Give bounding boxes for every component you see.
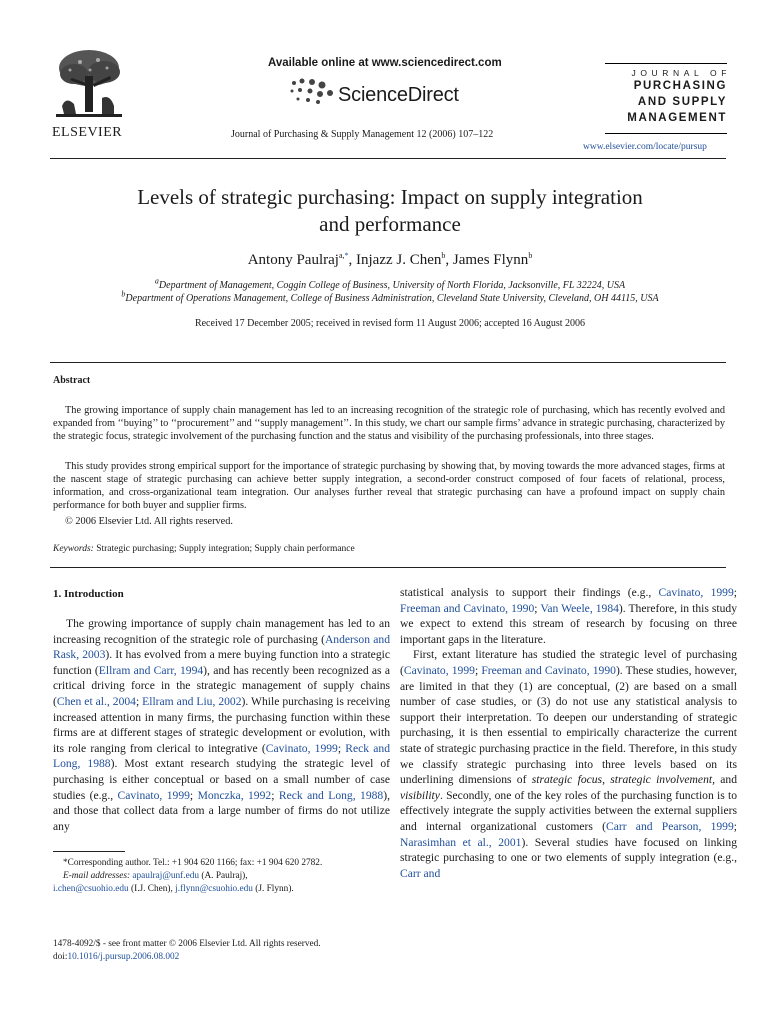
affiliation-a xyxy=(60,276,720,291)
citation-link[interactable]: Carr and Pearson, 1999 xyxy=(605,819,734,833)
affiliation-a-text: Department of Management, Coggin College of Business, University of North Florida, Jacksonville, FL 32224, USA xyxy=(158,280,626,291)
text: ). While purchasing is receiving increased attention in many firms, the purchasing function within these firms are at different stages of strategic development or evolution, with its role ranging from clerical to integrative ( xyxy=(53,694,390,755)
journal-box-top-rule xyxy=(605,63,727,64)
corresponding-author-mark[interactable]: * xyxy=(344,251,349,260)
received-dates: Received 17 December 2005; received in revised form 11 August 2006; accepted 16 August 2006 xyxy=(194,318,586,329)
citation-link[interactable]: Reck and Long, 1988 xyxy=(53,741,391,771)
text: ). Therefore, in this study we expect to extend this stream of research by focusing on three important gaps in the literature. xyxy=(400,601,737,646)
italic-text: strategic focus, strategic involvement, xyxy=(531,773,715,787)
text: . Secondly, one of the key roles of the purchasing function is to effectively integrate the supply activities between the external suppliers and internal organizational customers ( xyxy=(400,788,737,833)
citation-link[interactable]: Reck and Long, 1988 xyxy=(278,788,384,802)
journal-box-line4: MANAGEMENT xyxy=(627,112,727,124)
journal-title-box xyxy=(605,68,731,126)
intro-paragraph-1-cont xyxy=(400,585,737,647)
journal-box-bottom-rule xyxy=(605,133,727,134)
citation-link[interactable]: Freeman and Cavinato, 1990 xyxy=(400,601,535,615)
text: (A. Paulraj), xyxy=(199,871,248,881)
keywords-label: Keywords: xyxy=(53,544,94,554)
text: ; xyxy=(337,741,346,755)
author-separator: , xyxy=(348,252,356,268)
text: and xyxy=(715,773,738,787)
sciencedirect-wordmark: ScienceDirect xyxy=(338,84,459,106)
author-paulraj: Antony Paulraj xyxy=(247,252,339,268)
available-online-text: Available online at www.sciencedirect.com xyxy=(268,57,502,69)
author-list xyxy=(80,252,700,269)
text: ; xyxy=(135,694,143,708)
text: ; xyxy=(474,663,482,677)
elsevier-tree-logo xyxy=(52,46,126,122)
corresponding-author-note: *Corresponding author. Tel.: +1 904 620 1166; fax: +1 904 620 2782. xyxy=(63,858,323,868)
body-column-left xyxy=(53,616,390,834)
keywords xyxy=(53,544,355,554)
author-separator: , xyxy=(445,252,453,268)
citation-link[interactable]: Ellram and Liu, 2002 xyxy=(142,694,242,708)
citation-link[interactable]: Freeman and Cavinato, 1990 xyxy=(481,663,616,677)
intro-paragraph-2 xyxy=(400,647,737,881)
keywords-list: Strategic purchasing; Supply integration; Supply chain performance xyxy=(93,544,355,554)
journal-box-line1: JOURNAL OF xyxy=(631,68,731,78)
citation-link[interactable]: Ellram and Carr, 1994 xyxy=(98,663,204,677)
text: ), and those that collect data from a large number of firms do not utilize any xyxy=(53,788,390,833)
text: statistical analysis to support their findings (e.g., xyxy=(400,586,659,599)
text: ), and has recently been recognized as a critical driving force in the strategic management of supply chains ( xyxy=(53,663,390,708)
body-column-right xyxy=(400,585,737,881)
citation-link[interactable]: Cavinato, 1999 xyxy=(265,741,338,755)
text: First, extant literature has studied the strategic level of purchasing ( xyxy=(400,648,737,677)
text: (J. Flynn). xyxy=(252,884,294,894)
text: ). It has evolved from a mere buying function into a strategic function ( xyxy=(53,648,390,677)
article-title-line2: and performance xyxy=(319,212,461,236)
citation-link[interactable]: Cavinato, 1999 xyxy=(117,788,190,802)
journal-citation: Journal of Purchasing & Supply Management 12 (2006) 107–122 xyxy=(231,129,494,140)
affiliation-a-mark: a xyxy=(154,276,159,286)
text: ; xyxy=(733,819,737,833)
article-title-line1: Levels of strategic purchasing: Impact on supply integration xyxy=(137,185,643,209)
text: ). Several studies have focused on linking strategic purchasing to one or two elements of supply integration (e.g., xyxy=(400,835,737,865)
affiliation-b-text: Department of Operations Management, College of Business Administration, Cleveland State University, Cleveland, OH 44115, USA xyxy=(125,293,659,304)
citation-link[interactable]: Monczka, 1992 xyxy=(197,788,272,802)
text: ; xyxy=(271,788,279,802)
author-flynn: James Flynn xyxy=(452,252,529,268)
affiliation-b xyxy=(60,289,720,304)
text: ; xyxy=(189,788,198,802)
citation-link[interactable]: Cavinato, 1999 xyxy=(403,663,475,677)
text: The growing importance of supply chain management has led to an increasing recognition of the strategic role of purchasing ( xyxy=(53,617,390,646)
header-divider xyxy=(50,158,726,159)
doi-label: doi: xyxy=(53,952,68,962)
journal-url-link[interactable]: www.elsevier.com/locate/pursup xyxy=(583,142,707,152)
doi-link[interactable]: 10.1016/j.pursup.2006.08.002 xyxy=(67,952,180,962)
sciencedirect-dots-icon xyxy=(288,77,338,105)
front-matter xyxy=(53,938,390,964)
text: ). These studies, however, are limited in that they (1) are conceptual, (2) are based on a small number of case studies, or (3) do not use any statistical analysis to support their interpretation. To deepen our understanding of strategic purchasing, it is then essential to empirically characterize the current state of strategic purchasing practice in the field. Therefore, in this study we classify strategic purchasing into three levels based on its underlining dimensions of xyxy=(400,663,737,787)
text: ; xyxy=(733,586,737,599)
article-title xyxy=(80,184,700,238)
author-chen-affiliation: b xyxy=(441,251,446,260)
abstract-copyright: © 2006 Elsevier Ltd. All rights reserved. xyxy=(65,516,233,527)
section-heading-introduction: 1. Introduction xyxy=(53,588,124,600)
email-link-paulraj[interactable]: apaulraj@unf.edu xyxy=(132,871,200,881)
italic-text: visibility xyxy=(400,788,440,802)
affiliation-b-mark: b xyxy=(121,289,126,299)
publisher-name: ELSEVIER xyxy=(52,125,123,140)
citation-link[interactable]: Chen et al., 2004 xyxy=(56,694,136,708)
email-link-flynn[interactable]: j.flynn@csuohio.edu xyxy=(175,884,253,894)
intro-paragraph-1 xyxy=(53,616,390,834)
text: (I.J. Chen), xyxy=(128,884,176,894)
email-link-chen[interactable]: i.chen@csuohio.edu xyxy=(53,884,129,894)
citation-link[interactable]: Anderson and Rask, 2003 xyxy=(53,632,391,662)
author-flynn-affiliation: b xyxy=(528,251,533,260)
journal-box-line2: PURCHASING xyxy=(633,80,727,92)
author-paulraj-affiliation: a, xyxy=(338,251,345,260)
abstract-paragraph-2: This study provides strong empirical support for the importance of strategic purchasing by showing that, by moving towards the more advanced stages, firms at the nascent stage of strategic purchasing can achieve better supply integration, a second-order construct composed of four facets of relational, process, information, and cross-organizational team integration. Our analyses further reveal that strategic purchasing can have a profound impact on supply chain performance for both buyer and supplier firms. xyxy=(53,461,725,511)
front-matter-line: 1478-4092/$ - see front matter © 2006 Elsevier Ltd. All rights reserved. xyxy=(53,939,321,949)
abstract-paragraph-1: The growing importance of supply chain management has led to an increasing recognition of the strategic role of purchasing, which has recently evolved and expanded from ‘‘buying’’ to ‘‘procurement’’ and ‘‘supply management’’. In this study, we chart our sample firms’ advance in strategic purchasing, characterized by the strategic focus, strategic involvement of the purchasing function and the status and visibility of the purchasing professionals, into three stages. xyxy=(53,405,725,442)
citation-link[interactable]: Narasimhan et al., 2001 xyxy=(400,835,522,849)
citation-link[interactable]: Cavinato, 1999 xyxy=(658,586,734,599)
text: ; xyxy=(534,601,541,615)
email-label: E-mail addresses: xyxy=(63,871,131,881)
journal-box-line3: AND SUPPLY xyxy=(637,96,727,108)
abstract-bottom-divider xyxy=(50,567,726,568)
citation-link[interactable]: Van Weele, 1984 xyxy=(540,601,619,615)
text: ). Most extant research studying the strategic level of purchasing is either conceptual or based on a small number of case studies (e.g., xyxy=(53,757,390,802)
doi-line xyxy=(53,951,390,964)
email-addresses-cont xyxy=(53,883,390,896)
citation-link[interactable]: Carr and xyxy=(400,866,441,880)
footnote-divider xyxy=(53,851,125,852)
email-addresses xyxy=(53,870,390,883)
abstract-top-divider xyxy=(50,362,726,363)
footnote xyxy=(53,857,390,896)
author-chen: Injazz J. Chen xyxy=(356,252,442,268)
abstract-heading: Abstract xyxy=(53,375,91,386)
